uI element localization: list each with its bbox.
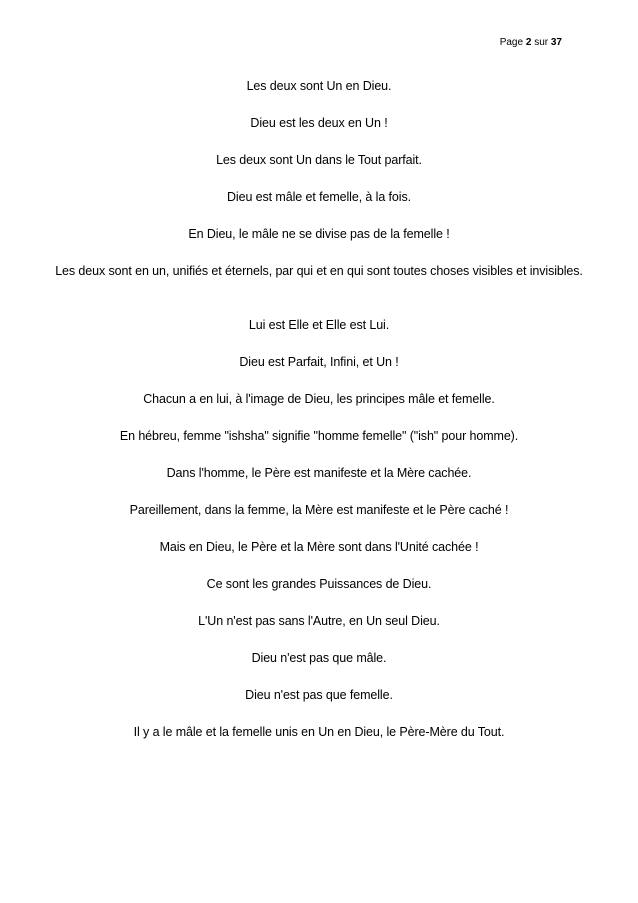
total-pages-number: 37: [550, 37, 562, 48]
text-line: Dieu n'est pas que mâle.: [251, 651, 387, 665]
text-line: Dieu n'est pas que femelle.: [245, 688, 393, 702]
text-line: Ce sont les grandes Puissances de Dieu.: [206, 577, 432, 591]
page-number-header: [500, 37, 562, 49]
text-line: En hébreu, femme "ishsha" signifie "homme femelle" ("ish" pour homme).: [119, 429, 519, 443]
page-label: Page: [499, 37, 524, 48]
text-line: Dans l'homme, le Père est manifeste et la Mère cachée.: [166, 466, 472, 480]
text-line: Il y a le mâle et la femelle unis en Un en Dieu, le Père-Mère du Tout.: [133, 725, 505, 739]
text-line: En Dieu, le mâle ne se divise pas de la femelle !: [188, 227, 450, 241]
text-line: Les deux sont Un en Dieu.: [246, 79, 392, 93]
text-line: Mais en Dieu, le Père et la Mère sont dans l'Unité cachée !: [159, 540, 479, 554]
text-line: Pareillement, dans la femme, la Mère est manifeste et le Père caché !: [129, 503, 509, 517]
text-line: Les deux sont Un dans le Tout parfait.: [216, 153, 422, 167]
document-body: [52, 78, 586, 761]
current-page-number: 2: [525, 37, 532, 48]
text-line: Dieu est mâle et femelle, à la fois.: [227, 190, 411, 204]
text-line: Les deux sont en un, unifiés et éternels, par qui et en qui sont toutes choses visibles et invisibles.: [55, 264, 583, 278]
text-line: L'Un n'est pas sans l'Autre, en Un seul Dieu.: [198, 614, 440, 628]
text-line: Dieu est Parfait, Infini, et Un !: [239, 355, 399, 369]
text-line: Dieu est les deux en Un !: [250, 116, 388, 130]
page-of-label: sur: [534, 37, 549, 48]
text-line: Lui est Elle et Elle est Lui.: [248, 318, 390, 332]
text-line: Chacun a en lui, à l'image de Dieu, les principes mâle et femelle.: [143, 392, 495, 406]
